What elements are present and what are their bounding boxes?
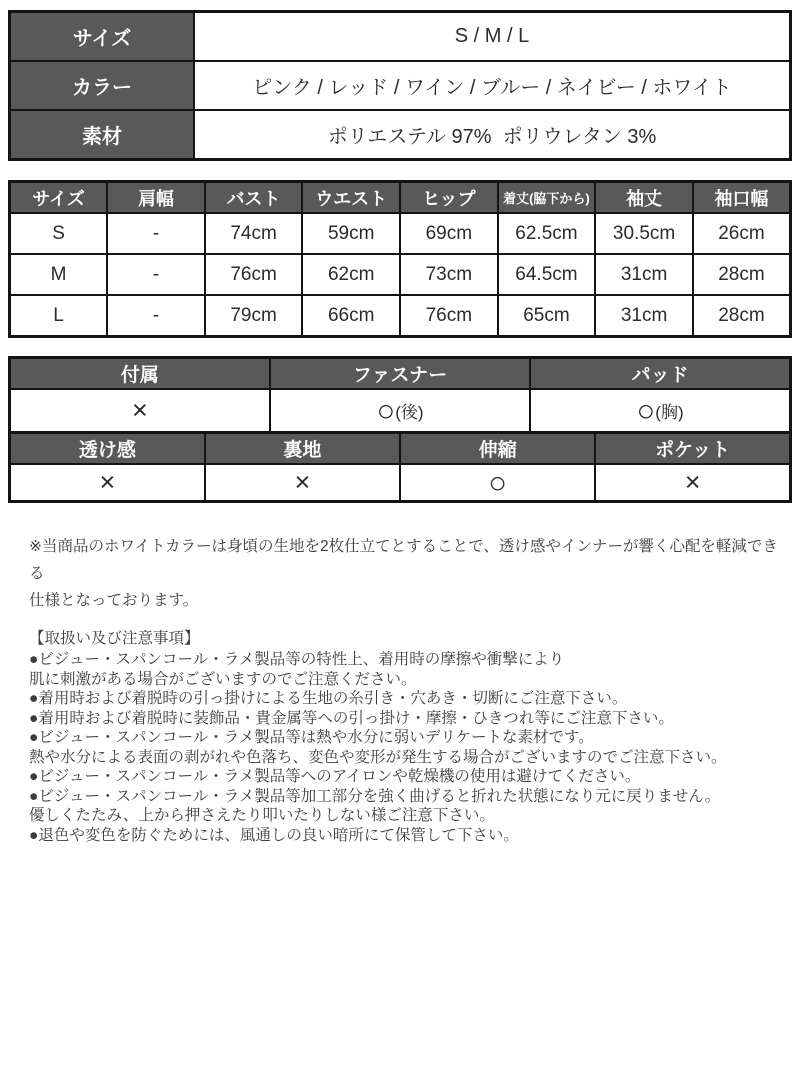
white-color-note [29,533,792,614]
handling-line: ●ビジュー・スパンコール・ラメ製品等は熱や水分に弱いデリケートな素材です。 [29,729,594,746]
size-row-l [10,295,791,337]
size-s-sleeve: 30.5cm [595,213,693,254]
size-row-m [10,254,791,295]
mark-note: (後) [395,403,424,422]
size-col-header-size: サイズ [10,182,108,214]
cross-mark: × [132,395,148,425]
handling-line: ●着用時および着脱時に装飾品・貴金属等への引っ掛け・摩擦・ひきつれ等にご注意下さい。 [29,709,674,727]
size-l-hip: 76cm [400,295,498,337]
feature1-value-row [10,389,791,433]
cross-mark: × [684,467,701,497]
size-m-bust: 76cm [205,254,303,295]
handling-title: 【取扱い及び注意事項】 [29,630,200,647]
feature-header-pad: パッド [530,358,790,390]
cross-mark: × [99,467,116,497]
feature-value-fastener [270,389,530,433]
size-l-waist: 66cm [302,295,400,337]
handling-line: 肌に刺激がある場合がございますのでご注意ください。 [29,670,417,688]
size-col-header-waist: ウエスト [302,182,400,214]
size-m-waist: 62cm [302,254,400,295]
size-l-shoulder: - [107,295,205,337]
handling-line: ●退色や変色を防ぐためには、風通しの良い暗所にて保管して下さい。 [29,826,519,844]
size-m-shoulder: - [107,254,205,295]
handling-line: 熱や水分による表面の剥がれや色落ち、変色や変形が発生する場合がございますのでご注意下さい。 [29,748,727,766]
size-col-header-hip: ヒップ [400,182,498,214]
size-col-header-cuff: 袖口幅 [693,182,791,214]
feature-header-pocket: ポケット [595,433,790,465]
spec-label-color: カラー [10,61,195,110]
size-m-length: 64.5cm [498,254,596,295]
size-s-label: S [10,213,108,254]
spec-row-color [10,61,791,110]
size-col-header-length: 着丈(脇下から) [498,182,596,214]
feature-header-fastener: ファスナー [270,358,530,390]
white-note-line: ※当商品のホワイトカラーは身頃の生地を2枚仕立てとすることで、透け感やインナーが響く心配を軽減できる [29,538,778,582]
spec-value-material: ポリエステル 97% ポリウレタン 3% [194,110,791,160]
feature2-value-row [10,464,791,502]
spec-row-material [10,110,791,160]
size-m-hip: 73cm [400,254,498,295]
handling-line: ●ビジュー・スパンコール・ラメ製品等へのアイロンや乾燥機の使用は避けてください。 [29,768,641,785]
feature-value-lining [205,464,400,502]
size-s-hip: 69cm [400,213,498,254]
size-m-sleeve: 31cm [595,254,693,295]
feature-value-accessory [10,389,270,433]
size-s-shoulder: - [107,213,205,254]
size-col-header-bust: バスト [205,182,303,214]
feature-value-sheerness [10,464,205,502]
notes-section [29,533,792,845]
handling-line: ●着用時および着脱時の引っ掛けによる生地の糸引き・穴あき・切断にご注意下さい。 [29,690,628,707]
spec-value-size: S / M / L [194,12,791,62]
feature-table-primary [8,356,792,434]
size-col-header-sleeve: 袖丈 [595,182,693,214]
product-spec-table [8,10,792,161]
size-chart-table [8,180,792,338]
feature2-header-row [10,433,791,465]
size-m-label: M [10,254,108,295]
spec-value-color: ピンク / レッド / ワイン / ブルー / ネイビー / ホワイト [194,61,791,110]
feature-header-sheerness: 透け感 [10,433,205,465]
size-row-s [10,213,791,254]
feature-header-lining: 裏地 [205,433,400,465]
handling-line: ●ビジュー・スパンコール・ラメ製品等の特性上、着用時の摩擦や衝撃により [29,651,565,668]
feature-table-secondary [8,431,792,503]
size-l-sleeve: 31cm [595,295,693,337]
size-l-length: 65cm [498,295,596,337]
white-note-line: 仕様となっております。 [29,592,199,609]
handling-line: ●ビジュー・スパンコール・ラメ製品等加工部分を強く曲げると折れた状態になり元に戻りません。 [29,787,721,805]
feature-header-accessory: 付属 [10,358,270,390]
spec-label-material: 素材 [10,110,195,160]
circle-mark: ○ [376,393,396,428]
size-col-header-shoulder: 肩幅 [107,182,205,214]
feature-header-stretch: 伸縮 [400,433,595,465]
size-s-length: 62.5cm [498,213,596,254]
feature-value-pocket [595,464,790,502]
mark-note: (胸) [655,403,684,422]
size-s-waist: 59cm [302,213,400,254]
size-l-bust: 79cm [205,295,303,337]
handling-line: 優しくたたみ、上から押さえたり叩いたりしない様ご注意下さい。 [29,807,495,824]
circle-mark: ○ [636,393,656,428]
size-l-label: L [10,295,108,337]
size-s-bust: 74cm [205,213,303,254]
feature1-header-row [10,358,791,390]
cross-mark: × [294,467,311,497]
feature-value-stretch [400,464,595,502]
size-l-cuff: 28cm [693,295,791,337]
spec-row-size [10,12,791,62]
size-s-cuff: 26cm [693,213,791,254]
handling-notes [29,628,792,845]
size-chart-header-row [10,182,791,214]
spec-label-size: サイズ [10,12,195,62]
size-m-cuff: 28cm [693,254,791,295]
circle-mark: ○ [488,465,507,500]
feature-value-pad [530,389,790,433]
